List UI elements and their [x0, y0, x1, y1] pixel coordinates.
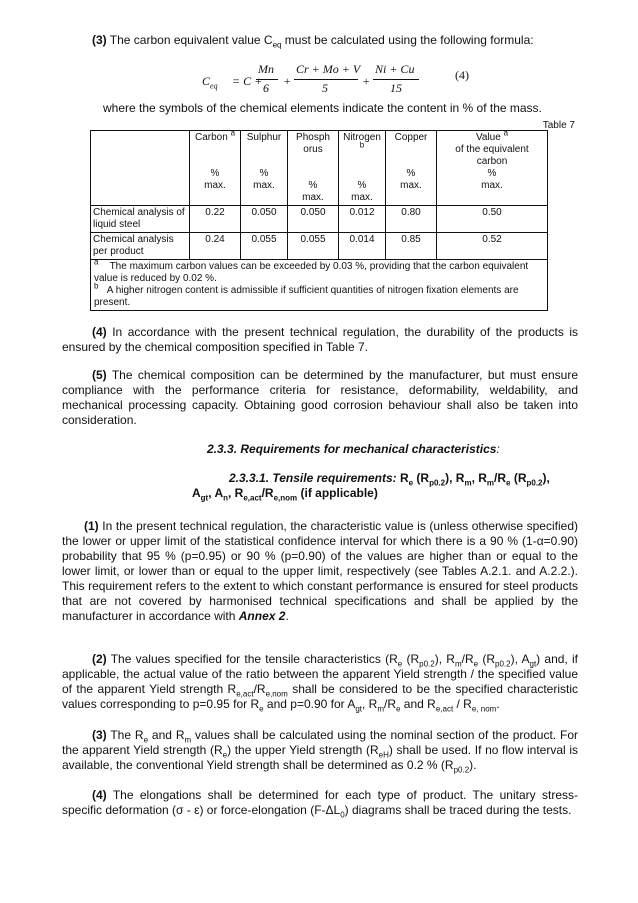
section-paragraph-3: (3) The $R_e$ and $R_m$ values shall be calculated using the nominal section of the product. For the apparent Yield strength $(R_e)$ the upper Yield strength $(R_{eH})$ shall be used. If no flow interval is available, the conventional Yield strength shall be determined as 0.2 % $(R_{p0.2})$.: [62, 728, 579, 775]
table-7: [90, 130, 548, 311]
header-carbon: Carbon $^a$ % max.: [190, 131, 241, 206]
header-equivalent-carbon: Value $^a$ of the equivalent carbon % max.: [437, 131, 548, 206]
table-row: Chemical analysis per product 0.24 0.055 0.055 0.014 0.85 0.52: [91, 233, 548, 260]
section-paragraph-2: (2) The values specified for the tensile characteristics ($R_e$ $(R_{p0.2})$, $R_m/R_e$ $(R_{p0.2})$, $A_{gt}$) and, if applicable, the actual value of the ratio between the apparent Yield strength / the specified value of the apparent Yield strength $R_{e,act}/R_{e,nom}$ shall be considered to be the specified characteristic values corresponding to p=0.95 for $R_e$ and p=0.90 for $A_{gt}$, $R_m/R_e$ and $R_{e,act} / R_{e, nom}$.: [62, 652, 578, 714]
header-nitrogen: Nitrogen $^b$ % max.: [339, 131, 386, 206]
header-phosphorus: Phosph orus % max.: [288, 131, 339, 206]
table-7-label: Table 7: [542, 120, 575, 131]
table-row: Chemical analysis of liquid steel 0.22 0.050 0.050 0.012 0.80 0.50: [91, 206, 548, 233]
formula-legend: where the symbols of the chemical elements indicate the content in % of the mass.: [103, 101, 542, 115]
carbon-equivalent-formula: $C_{eq}$ = C + Mn 6 + Cr + Mo + V 5 + Ni + Cu 15 (4): [202, 62, 469, 95]
heading-2-3-3-1: 2.3.3.1. Tensile requirements: $R_e$ $(R_{p0.2})$, $R_m$, $R_m/R_e$ $(R_{p0.2})$, $A_{gt}$, $A_n$, $R_{e,act}/R_{e,nom}$ (if applicable): [192, 471, 550, 503]
paragraph-4: (4) In accordance with the present technical regulation, the durability of the products is ensured by the chemical composition specified in Table 7.: [62, 325, 578, 354]
paragraph-3-intro: (3) The carbon equivalent value $C_{eq}$ must be calculated using the following formula:: [92, 33, 534, 50]
section-paragraph-1: (1) In the present technical regulation, the characteristic value is (unless otherwise specified) the lower or upper limit of the statistical confidence interval for which there is a 90 % (1-α=0.90) probability that 95 % (p=0.95) or 90 % (p=0.90) of the values are higher than or equal to the lower limit, or lower than or equal to the upper limit, respectively (see Tables A.2.1. and A.2.2.). This requirement refers to the extent to which constant performance is ensured for steel products that are not covered by harmonised technical specifications and shall be applied by the manufacturer in accordance with Annex 2.: [62, 519, 578, 623]
header-copper: Copper % max.: [386, 131, 437, 206]
paragraph-5: (5) The chemical composition can be determined by the manufacturer, but must ensure compliance with the performance criteria for resistance, deformability, weldability, and mechanical processing capacity. Obtaining good corrosion behaviour shall also be taken into consideration.: [62, 368, 578, 427]
header-sulphur: Sulphur % max.: [241, 131, 288, 206]
table-notes-row: $^a$ The maximum carbon values can be exceeded by 0.03 %, providing that the carbon equivalent value is reduced by 0.02 %. $^b$ A higher nitrogen content is admissible if sufficient quantities of nitrogen fixation elements are present.: [91, 260, 548, 311]
heading-2-3-3: 2.3.3. Requirements for mechanical characteristics:: [207, 442, 500, 456]
section-paragraph-4: (4) The elongations shall be determined for each type of product. The unitary stress-specific deformation (σ - ε) or force-elongation $(F-\Delta L_0)$ diagrams shall be traced during the tests.: [62, 788, 578, 820]
table-header-row: [91, 131, 548, 206]
